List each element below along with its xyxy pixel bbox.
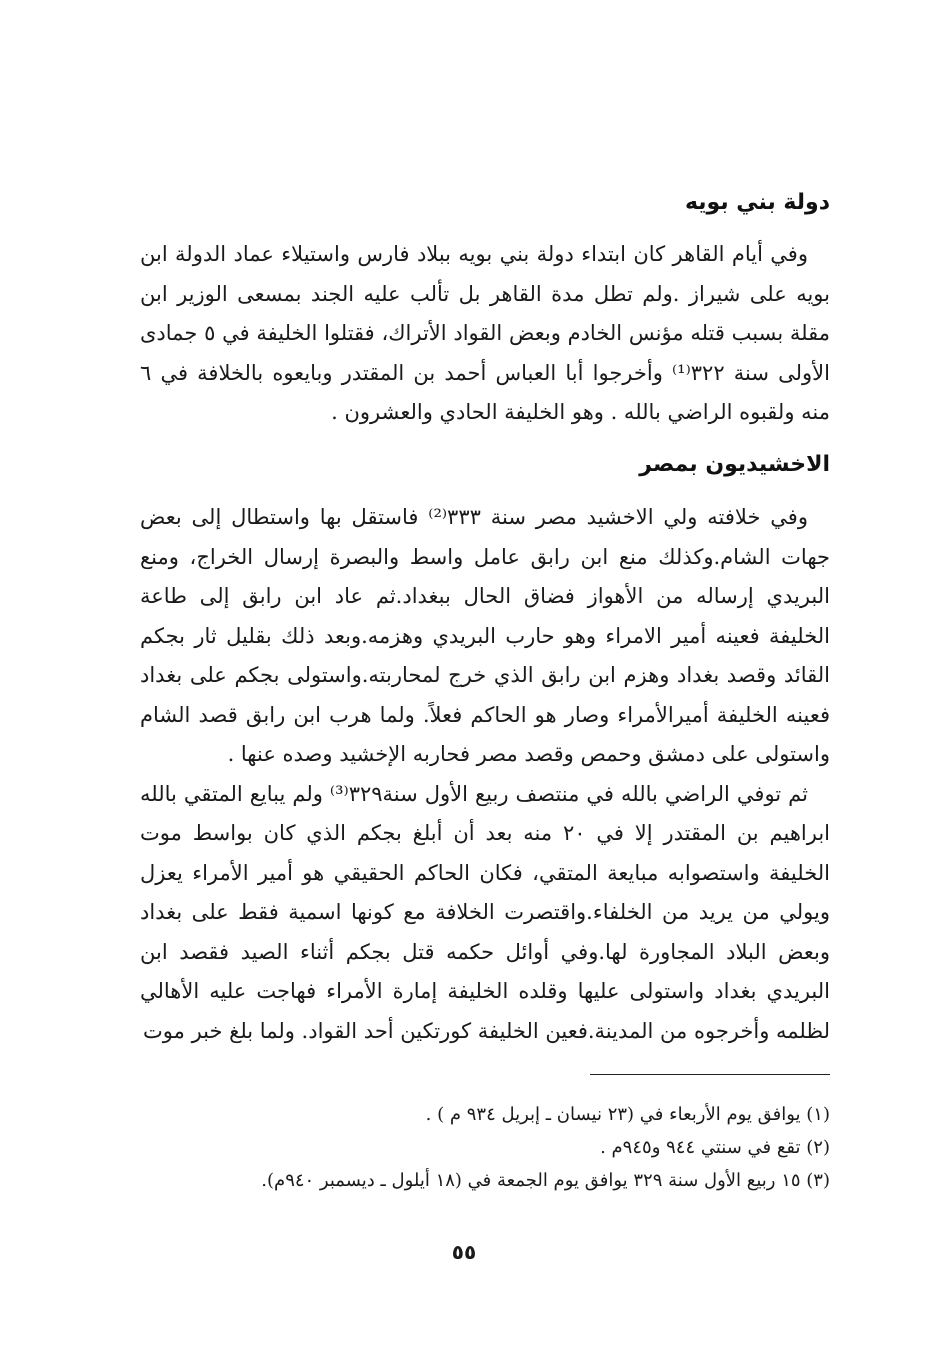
section-ikhshidid-body [140, 498, 830, 1051]
footnote-2: (٢) تقع في سنتي ٩٤٤ و٩٤٥م . [600, 1137, 830, 1158]
paragraph-3: ثم توفي الراضي بالله في منتصف ربيع الأول سنة٣٢٩⁽³⁾ ولم يبايع المتقي بالله ابراهيم بن المقتدر إلا في ٢٠ منه بعد أن أبلغ بجكم الذي كان بواسط موت الخليفة واستصوابه مبايعة المتقي، فكان الحاكم الحقيقي هو أمير الأمراء يعزل ويولي من يريد من الخلفاء.واقتصرت الخلافة مع كونها اسمية فقط على بغداد وبعض البلاد المجاورة لها.وفي أوائل حكمه قتل بجكم أثناء الصيد فقصد ابن البريدي بغداد واستولى عليها وقلده الخليفة إمارة الأمراء فهاجت عليه الأهالي لظلمه وأخرجوه من المدينة.فعين الخليفة كورتكين أحد القواد. ولما بلغ خبر موت [140, 781, 830, 1043]
paragraph-1: وفي أيام القاهر كان ابتداء دولة بني بويه ببلاد فارس واستيلاء عماد الدولة ابن بويه على شيراز .ولم تطل مدة القاهر بل تألب عليه الجند بمسعى الوزير ابن مقلة بسبب قتله مؤنس الخادم وبعض القواد الأتراك، فقتلوا الخليفة في ٥ جمادى الأولى سنة ٣٢٢⁽¹⁾ وأخرجوا أبا العباس أحمد بن المقتدر وبايعوه بالخلافة في ٦ منه ولقبوه الراضي بالله . وهو الخليفة الحادي والعشرون . [140, 242, 831, 424]
section-heading-buyid: دولة بني بويه [684, 190, 830, 215]
paragraph-2: وفي خلافته ولي الاخشيد مصر سنة ٣٣٣⁽²⁾ فاستقل بها واستطال إلى بعض جهات الشام.وكذلك منع ابن رابق عامل واسط والبصرة إرسال الخراج، ومنع البريدي إرساله من الأهواز فضاق الحال ببغداد.ثم عاد ابن رابق إلى طاعة الخليفة فعينه أمير الامراء وهو حارب البريدي وهزمه.وبعد ذلك بقليل ثار بجكم القائد وقصد بغداد وهزم ابن رابق الذي خرج لمحاربته.واستولى بجكم على بغداد فعينه الخليفة أميرالأمراء وصار هو الحاكم فعلاً. ولما هرب ابن رابق قصد الشام واستولى على دمشق وحمص وقصد مصر فحاربه الإخشيد وصده عنها . [140, 505, 830, 766]
page-number: ٥٥ [451, 1240, 477, 1264]
footnote-1: (١) يوافق يوم الأربعاء في (٢٣ نيسان ـ إبريل ٩٣٤ م ) . [425, 1104, 830, 1125]
section-buyid-body [140, 235, 830, 433]
footnote-3: (٣) ١٥ ربيع الأول سنة ٣٢٩ يوافق يوم الجمعة في (١٨ أيلول ـ ديسمبر ٩٤٠م). [261, 1170, 830, 1191]
section-heading-ikhshidid: الاخشيديون بمصر [639, 452, 830, 477]
footnote-divider [590, 1074, 830, 1075]
footnotes [180, 1098, 830, 1197]
